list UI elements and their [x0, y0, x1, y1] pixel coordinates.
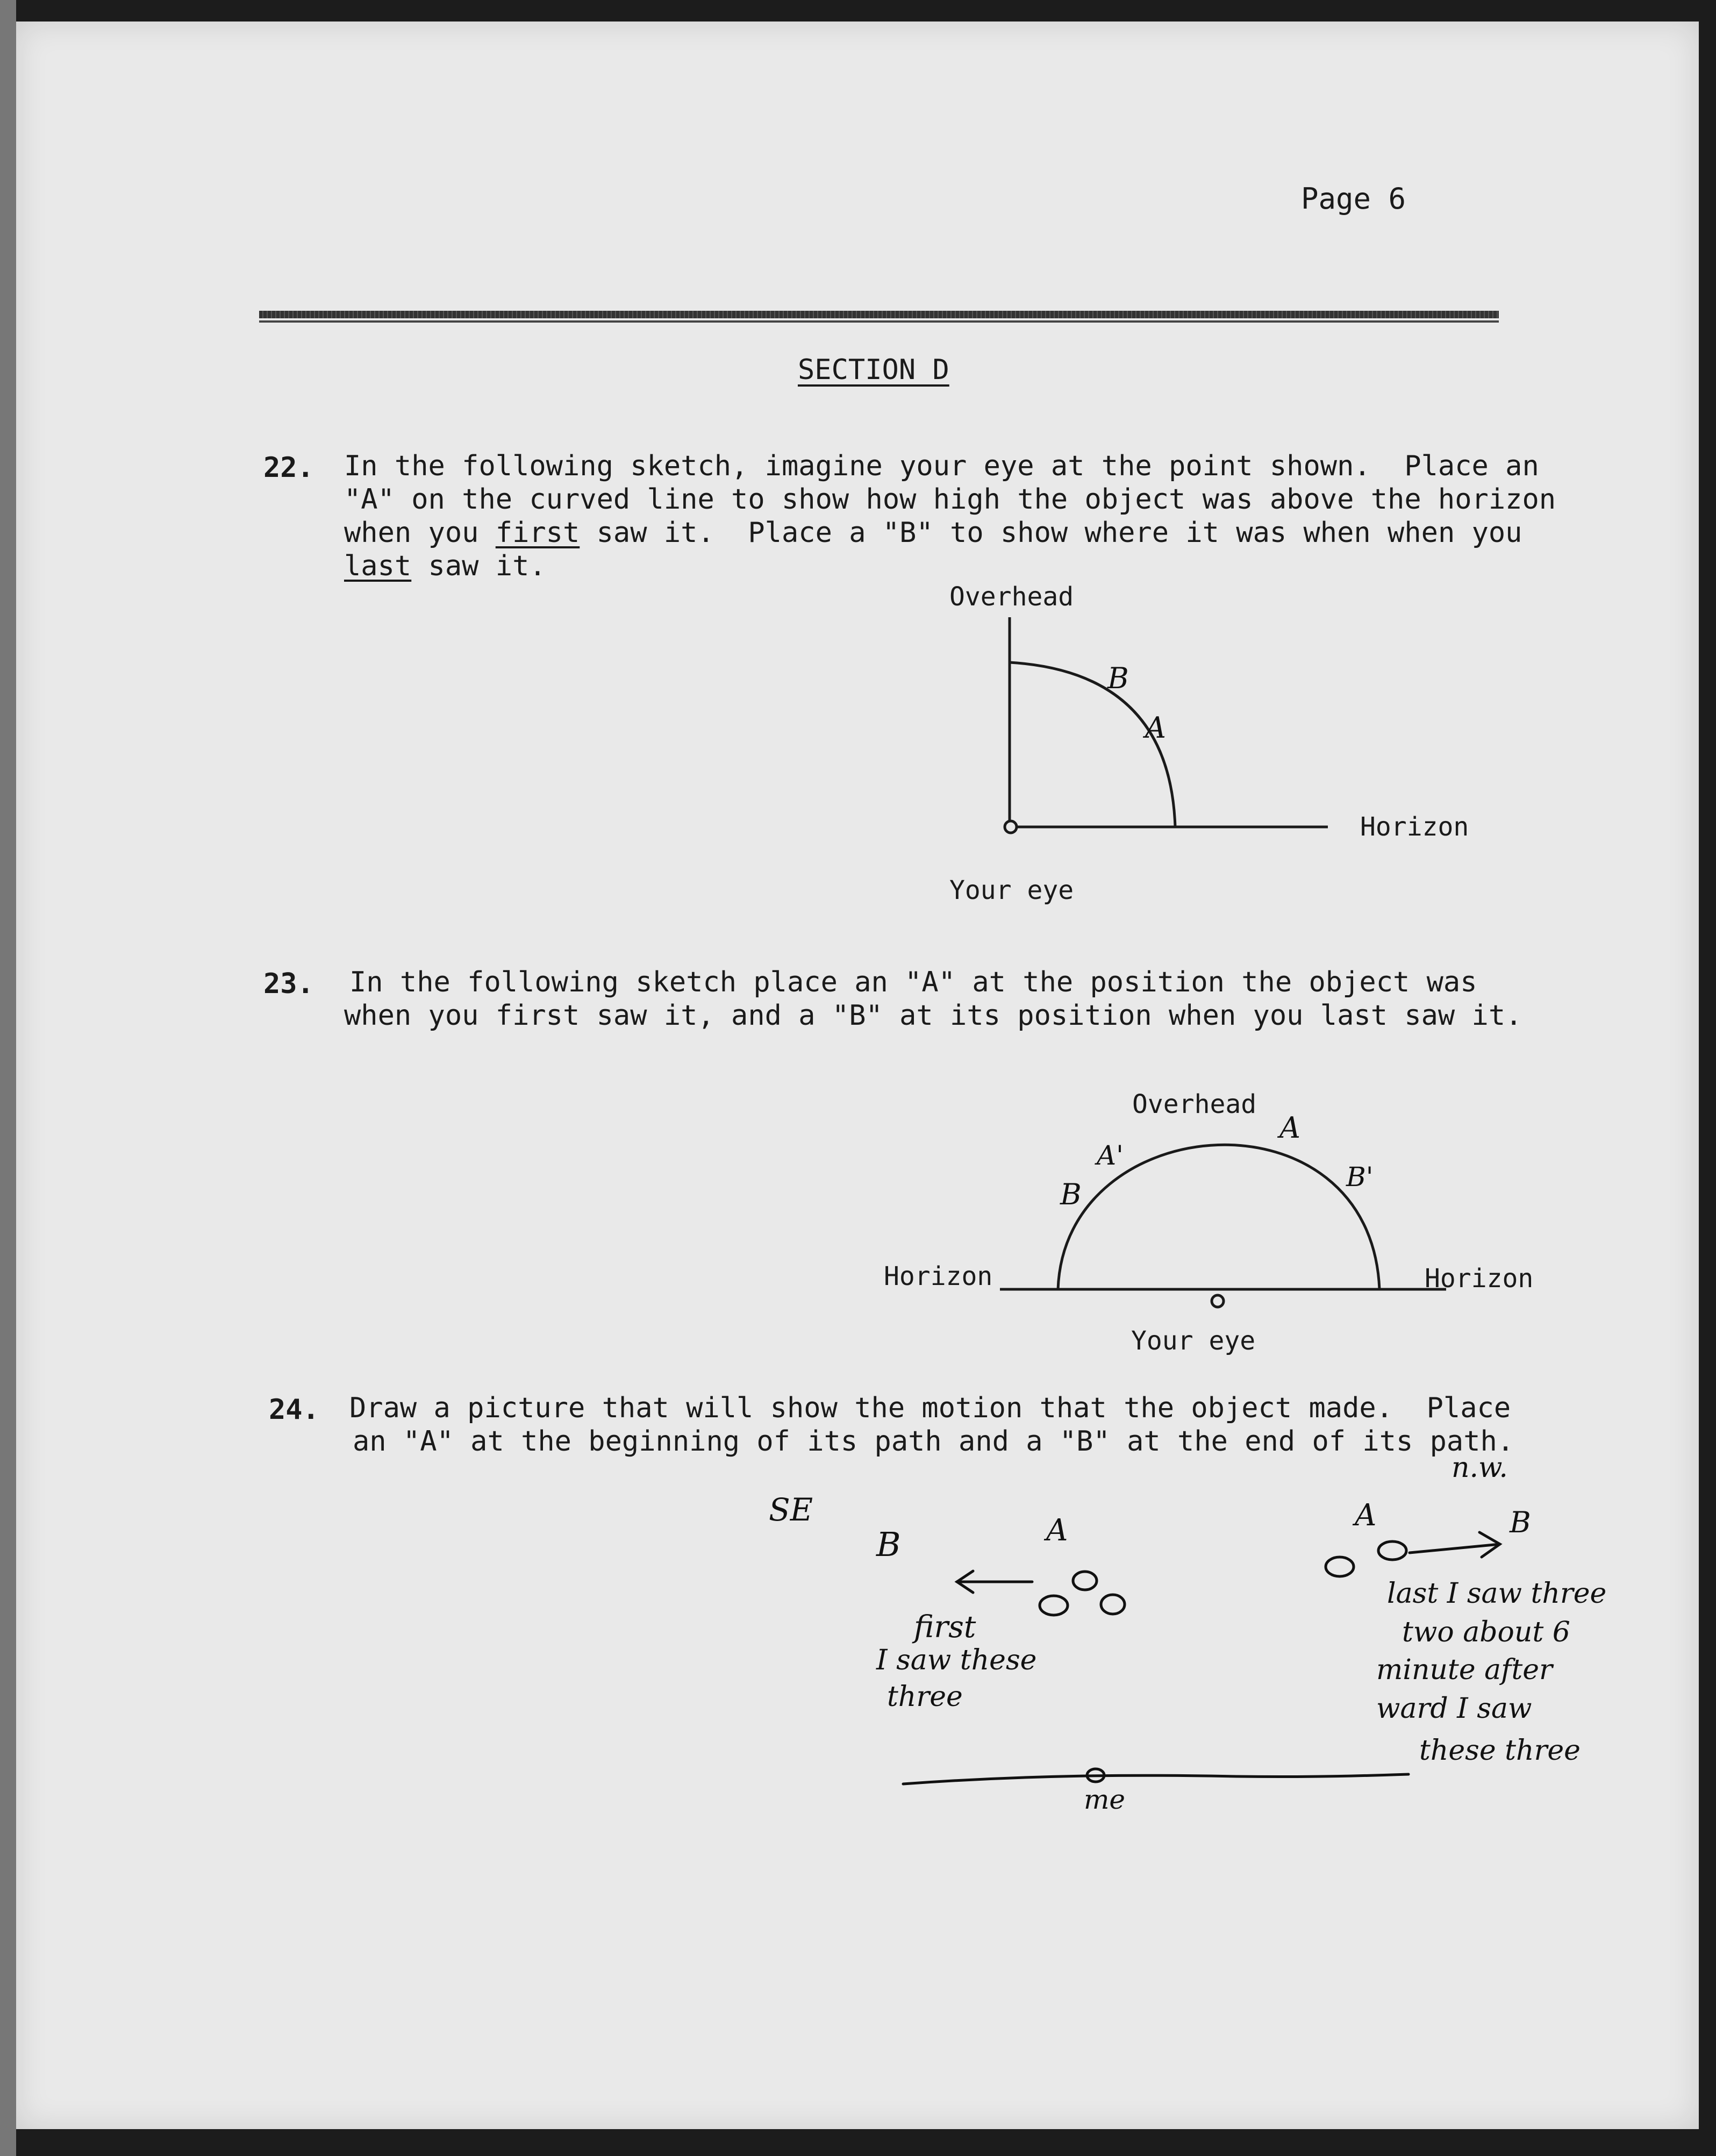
q22-quarter-circle-diagram [1005, 617, 1328, 833]
q22-text-fragment: saw it. Place a "B" to show where it was when when you [580, 517, 1522, 549]
q22-text-fragment: saw it. [411, 550, 546, 582]
q22-sky-arc [1010, 662, 1175, 827]
q24-right-note-line: ward I saw [1376, 1693, 1532, 1725]
q22-line: In the following sketch, imagine your eye at the point shown. Place an [344, 450, 1539, 482]
q22-emphasis-first: first [495, 517, 580, 549]
q24-right-arrow-shaft [1410, 1544, 1500, 1553]
q23-horizon-left-label: Horizon [884, 1261, 993, 1291]
q22-text-fragment: when you [344, 517, 496, 549]
q23-horizon-right-label: Horizon [1425, 1263, 1534, 1294]
q24-handwritten-a-right: A [1355, 1498, 1377, 1533]
q24-right-note-line: two about 6 [1402, 1616, 1570, 1648]
q22-horizon-label: Horizon [1360, 812, 1469, 842]
page-number: Page 6 [1301, 182, 1406, 216]
q22-emphasis-last: last [344, 550, 412, 582]
q24-left-note-line: first [914, 1610, 976, 1645]
q24-object-circle [1326, 1557, 1354, 1576]
q22-line: "A" on the curved line to show how high the object was above the horizon [344, 483, 1556, 516]
q24-handwritten-nw: n.w. [1452, 1452, 1508, 1484]
q24-handwritten-a-left: A [1046, 1513, 1068, 1548]
q23-eye-point [1212, 1295, 1224, 1307]
q24-right-note-line: minute after [1376, 1654, 1553, 1686]
q24-number: 24. [269, 1394, 319, 1426]
q23-handwritten-a: A [1279, 1111, 1300, 1145]
q24-handwritten-me: me [1084, 1784, 1126, 1815]
q22-number: 22. [263, 452, 314, 484]
q23-overhead-label: Overhead [1132, 1089, 1257, 1119]
q22-handwritten-b: B [1107, 661, 1129, 695]
q23-number: 23. [263, 968, 314, 1000]
q22-eye-point [1005, 821, 1017, 833]
q23-line: when you first saw it, and a "B" at its position when you last saw it. [344, 1000, 1522, 1032]
q23-handwritten-b-prime: B' [1346, 1161, 1374, 1193]
q22-handwritten-a: A [1145, 711, 1166, 745]
q24-handwritten-b-right: B [1510, 1505, 1531, 1539]
q24-handwritten-b-left: B [876, 1525, 901, 1564]
q24-object-circle [1073, 1572, 1097, 1590]
q24-left-note-line: I saw these [876, 1644, 1037, 1676]
q24-object-circle [1378, 1541, 1406, 1560]
q24-line: Draw a picture that will show the motion that the object made. Place [349, 1392, 1511, 1424]
q24-line: an "A" at the beginning of its path and a "B" at the end of its path. [353, 1425, 1514, 1458]
q23-semicircle-diagram [1000, 1145, 1446, 1307]
q24-object-circle [1101, 1595, 1125, 1614]
q23-handwritten-b: B [1060, 1177, 1082, 1211]
q23-handwritten-a-prime: A' [1097, 1140, 1124, 1171]
section-title: SECTION D [798, 354, 949, 386]
q24-right-note-line: these three [1419, 1734, 1581, 1767]
q24-ground-line [903, 1774, 1408, 1784]
q24-left-note-line: three [887, 1681, 963, 1713]
q22-eye-label: Your eye [949, 875, 1074, 905]
q22-overhead-label: Overhead [949, 582, 1074, 612]
q24-right-note-line: last I saw three [1387, 1577, 1607, 1610]
q23-line: In the following sketch place an "A" at the position the object was [349, 966, 1477, 998]
q23-eye-label: Your eye [1131, 1326, 1256, 1356]
q24-object-circle [1040, 1596, 1068, 1615]
q24-handwritten-se: SE [769, 1491, 813, 1528]
